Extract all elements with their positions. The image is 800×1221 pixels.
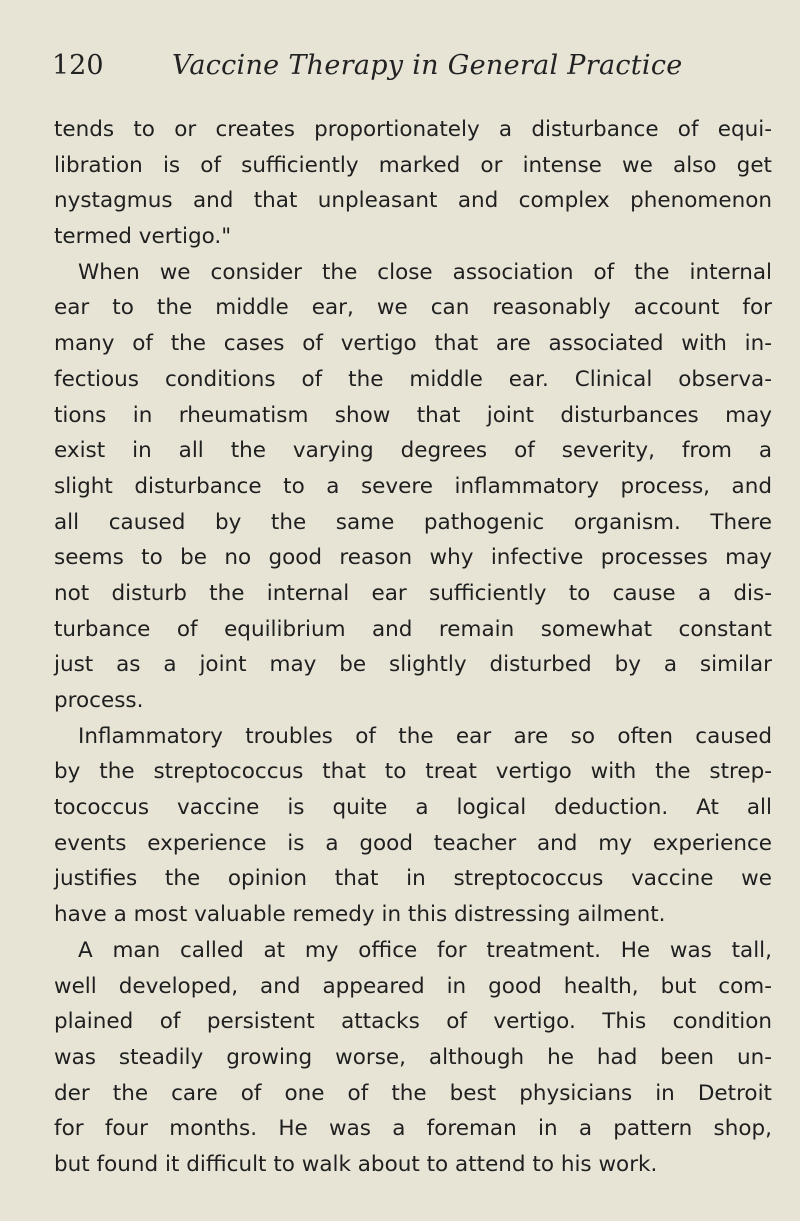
page-header — [52, 48, 772, 88]
text-line: process. — [54, 688, 144, 713]
text-line: tococcus vaccine is quite a logical deduction. At all — [54, 795, 772, 821]
text-line: just as a joint may be slightly disturbed by a similar — [54, 652, 772, 678]
page-number: 120 — [52, 50, 104, 81]
running-head: Vaccine Therapy in General Practice — [172, 50, 683, 81]
text-line: for four months. He was a foreman in a pattern shop, — [54, 1116, 772, 1142]
text-line: events experience is a good teacher and my experience — [54, 830, 772, 856]
text-line: fectious conditions of the middle ear. Clinical observa- — [54, 366, 772, 392]
text-line: ear to the middle ear, we can reasonably account for — [54, 295, 772, 321]
text-line: have a most valuable remedy in this distressing ailment. — [54, 902, 666, 928]
text-line: by the streptococcus that to treat vertigo with the strep- — [54, 759, 772, 785]
text-line: well developed, and appeared in good health, but com- — [54, 973, 772, 999]
text-line: plained of persistent attacks of vertigo. This condition — [54, 1009, 772, 1035]
text-line: tions in rheumatism show that joint disturbances may — [54, 402, 772, 428]
text-line: Inflammatory troubles of the ear are so often caused — [78, 723, 772, 749]
text-line: seems to be no good reason why infective processes may — [54, 545, 772, 571]
text-line: all caused by the same pathogenic organism. There — [54, 509, 772, 535]
text-line: many of the cases of vertigo that are associated with in- — [54, 331, 772, 357]
text-line: not disturb the internal ear sufficiently to cause a dis- — [54, 580, 772, 606]
text-line: der the care of one of the best physicians in Detroit — [54, 1080, 772, 1106]
text-line: When we consider the close association of the internal — [78, 259, 772, 285]
text-line: termed vertigo." — [54, 224, 232, 250]
text-line: justifies the opinion that in streptococcus vaccine we — [54, 866, 772, 892]
body-text — [54, 112, 772, 1183]
text-line: A man called at my office for treatment. He was tall, — [78, 937, 772, 963]
text-line: but found it difficult to walk about to attend to his work. — [54, 1151, 658, 1177]
text-line: slight disturbance to a severe inflammatory process, and — [54, 473, 772, 499]
text-line: libration is of sufficiently marked or intense we also get — [54, 152, 772, 178]
text-line: exist in all the varying degrees of severity, from a — [54, 438, 772, 464]
text-line: nystagmus and that unpleasant and complex phenomenon — [54, 188, 772, 214]
text-line: tends to or creates proportionately a disturbance of equi- — [54, 117, 772, 142]
text-line: was steadily growing worse, although he had been un- — [54, 1044, 772, 1070]
text-line: turbance of equilibrium and remain somewhat constant — [54, 616, 772, 642]
